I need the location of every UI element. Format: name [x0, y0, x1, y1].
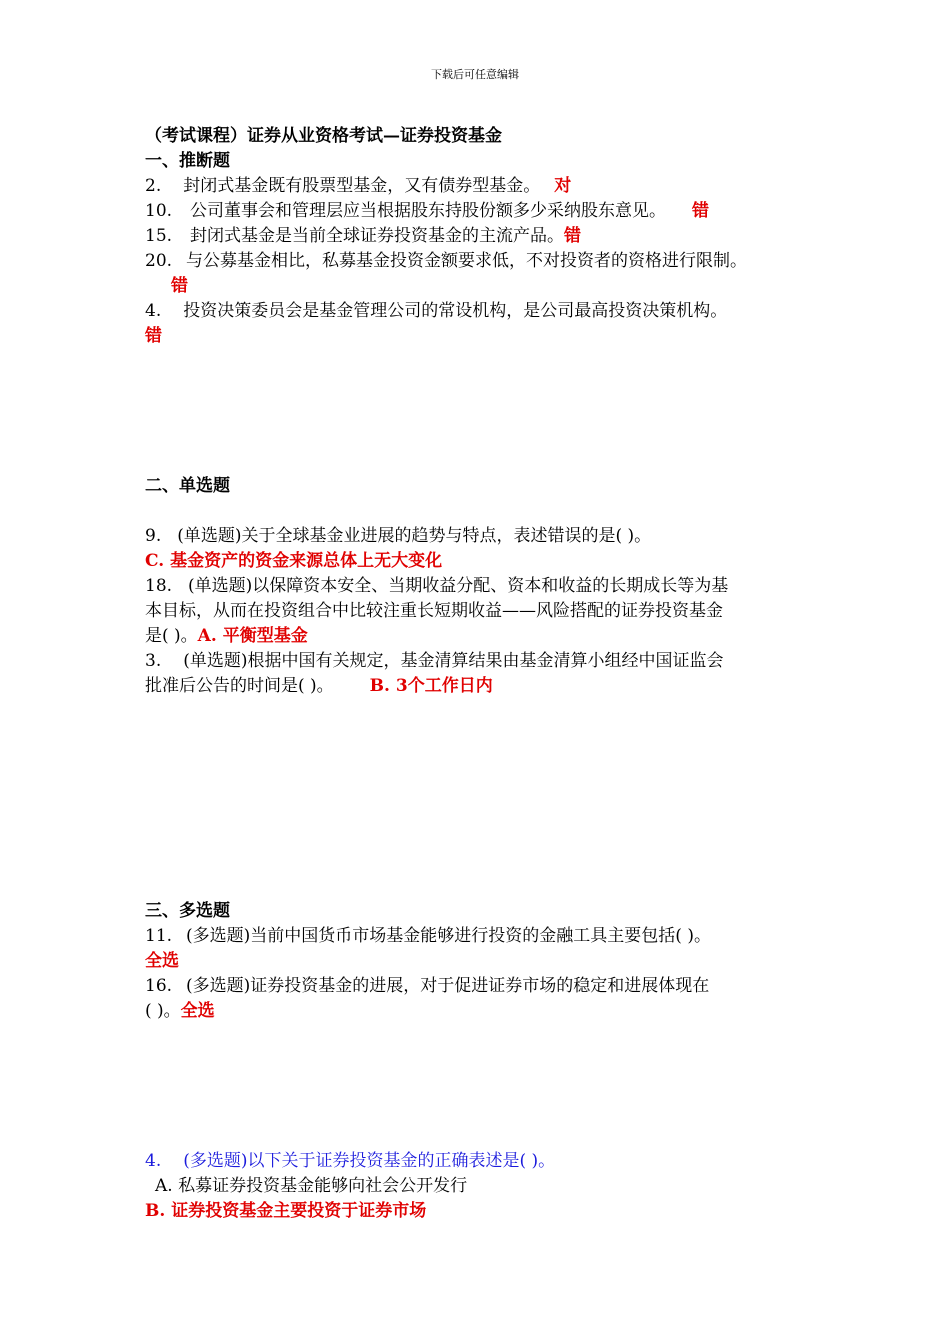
section-heading-judgment: 一、推断题 — [145, 151, 230, 171]
answer-mark: 全选 — [180, 1001, 215, 1021]
document-body — [145, 124, 815, 1224]
page-header: 下载后可任意编辑 — [431, 68, 519, 81]
answer-mark: 错 — [145, 326, 162, 346]
single-choice-18-line3: 是( )。A. 平衡型基金 — [145, 626, 308, 646]
multi-choice-16: 16. (多选题)证券投资基金的进展，对于促进证券市场的稳定和进展体现在 — [145, 976, 710, 996]
single-choice-9: 9. (单选题)关于全球基金业进展的趋势与特点，表述错误的是( )。 — [145, 526, 652, 546]
answer-mark: 错 — [564, 226, 582, 246]
judgment-item-15: 15. 封闭式基金是当前全球证券投资基金的主流产品。错 — [145, 226, 582, 246]
judgment-item-20: 20. 与公募基金相比，私募基金投资金额要求低，不对投资者的资格进行限制。 — [145, 251, 748, 271]
judgment-item-20-answer — [145, 274, 815, 299]
multi-choice-11-answer: 全选 — [145, 951, 179, 971]
answer-mark: 对 — [554, 176, 572, 196]
judgment-item-10: 10. 公司董事会和管理层应当根据股东持股份额多少采纳股东意见。 错 — [145, 201, 710, 221]
judgment-item-2: 2. 封闭式基金既有股票型基金，又有债券型基金。 对 — [145, 176, 572, 196]
judgment-item-4: 4. 投资决策委员会是基金管理公司的常设机构，是公司最高投资决策机构。 — [145, 301, 728, 321]
document-title: （考试课程）证券从业资格考试—证券投资基金 — [145, 126, 502, 146]
answer-mark: A. 平衡型基金 — [197, 626, 308, 646]
answer-mark: 错 — [171, 276, 188, 296]
single-choice-18: 18. (单选题)以保障资本安全、当期收益分配、资本和收益的长期成长等为基 — [145, 576, 729, 596]
single-choice-3-line2: 批准后公告的时间是( )。 B. 3个工作日内 — [145, 676, 493, 696]
multi-choice-4-option-b: B. 证券投资基金主要投资于证券市场 — [145, 1201, 427, 1221]
multi-choice-4: 4. (多选题)以下关于证券投资基金的正确表述是( )。 — [145, 1151, 556, 1171]
section-heading-single-choice: 二、单选题 — [145, 476, 230, 496]
section-heading-multi-choice: 三、多选题 — [145, 901, 230, 921]
answer-mark: 错 — [692, 201, 710, 221]
single-choice-3: 3. (单选题)根据中国有关规定，基金清算结果由基金清算小组经中国证监会 — [145, 651, 724, 671]
single-choice-9-answer: C. 基金资产的资金来源总体上无大变化 — [145, 551, 443, 571]
multi-choice-16-line2: ( )。全选 — [145, 1001, 215, 1021]
multi-choice-4-option-a: A. 私募证券投资基金能够向社会公开发行 — [155, 1176, 468, 1196]
single-choice-18-line2: 本目标，从而在投资组合中比较注重长短期收益——风险搭配的证券投资基金 — [145, 601, 723, 621]
answer-mark: B. 3个工作日内 — [369, 676, 493, 696]
multi-choice-11: 11. (多选题)当前中国货币市场基金能够进行投资的金融工具主要包括( )。 — [145, 926, 711, 946]
judgment-item-4-answer — [145, 324, 815, 349]
